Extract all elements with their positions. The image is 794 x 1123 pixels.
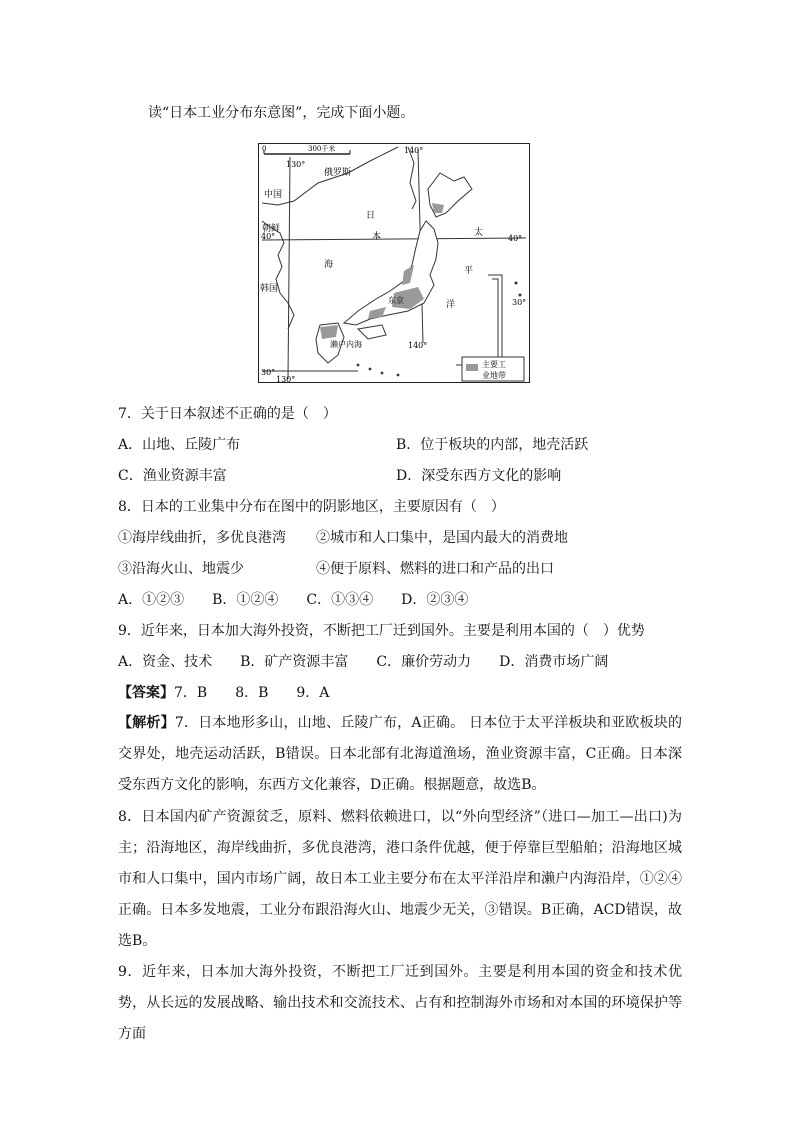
q7-option-a: A．山地、丘陵广布 (118, 437, 241, 453)
svg-text:30°: 30° (512, 298, 527, 307)
intro-text: 读“日本工业分布东意图”，完成下面小题。 (148, 105, 415, 121)
answer-text: 7．B 8．B 9．A (174, 685, 330, 701)
svg-text:40°: 40° (261, 232, 276, 241)
japan-industry-map (258, 143, 530, 383)
analysis-q9: 9．近年来，日本加大海外投资，不断把工厂迁到国外。主要是利用本国的资金和技术优势，从长远的发展战略、输出技术和交流技术、占有和控制海外市场和对本国的环境保护等方面 (118, 964, 682, 1042)
svg-text:中国: 中国 (264, 190, 283, 200)
svg-text:130°: 130° (286, 160, 306, 169)
q7-stem: 7．关于日本叙述不正确的是（ ） (118, 406, 337, 422)
analysis-tag: 【解析】 (118, 715, 175, 731)
svg-text:韩国: 韩国 (260, 284, 279, 294)
answer-tag: 【答案】 (118, 685, 174, 701)
svg-text:30°: 30° (261, 368, 276, 377)
q8-statement-2: ②城市和人口集中，是国内最大的消费地 (316, 530, 568, 546)
analysis-q7 (118, 708, 682, 801)
svg-text:洋: 洋 (446, 300, 456, 310)
analysis-q7-text: 7．日本地形多山，山地、丘陵广布，A正确。 日本位于太平洋板块和亚欧板块的交界处，地壳运动活跃，B错误。日本北部有北海道渔场，渔业资源丰富，C正确。日本深受东西方文化的影响，东西方文化兼容，D正确。根据题意，故选B。 (118, 715, 683, 793)
svg-text:140°: 140° (408, 341, 428, 350)
svg-text:300千米: 300千米 (308, 145, 336, 153)
svg-text:太: 太 (474, 228, 484, 238)
svg-text:本: 本 (372, 232, 382, 242)
q7-option-c: C．渔业资源丰富 (118, 468, 227, 484)
svg-text:0: 0 (262, 145, 267, 153)
q8-statement-3: ③沿海火山、地震少 (118, 561, 244, 577)
q8-options: A．①②③ B．①②④ C．①③④ D．②③④ (118, 592, 469, 608)
svg-text:主要工: 主要工 (482, 360, 506, 369)
analysis-q8: 8．日本国内矿产资源贫乏，原料、燃料依赖进口，以“外向型经济”（进口—加工—出口)为主；沿海地区，海岸线曲折，多优良港湾，港口条件优越，便于停靠巨型船舶；沿海地区城市和人口集中，国内市场广阔，故日本工业主要分布在太平洋沿岸和濑户内海沿岸，①②④正确。日本多发地震，工业分布跟沿海火山、地震少无关，③错误。B正确，ACD错误，故选B。 (118, 809, 682, 949)
q9-stem: 9．近年来，日本加大海外投资，不断把工厂迁到国外。主要是利用本国的（ ）优势 (118, 623, 645, 639)
svg-text:濑户内海: 濑户内海 (330, 340, 362, 349)
q8-stem: 8．日本的工业集中分布在图中的阴影地区，主要原因有（ ） (118, 499, 505, 515)
map-legend (462, 357, 524, 381)
svg-text:40°: 40° (508, 234, 523, 243)
q8-statement-1: ①海岸线曲折，多优良港湾 (118, 530, 286, 546)
svg-text:海: 海 (324, 260, 334, 270)
svg-text:130°: 130° (276, 375, 296, 383)
svg-text:140°: 140° (404, 146, 424, 155)
svg-text:日: 日 (366, 211, 376, 221)
answer-line (118, 683, 329, 703)
svg-text:业地带: 业地带 (482, 371, 506, 380)
q7-option-b: B．位于板块的内部，地壳活跃 (396, 437, 589, 453)
svg-text:东京: 东京 (388, 296, 404, 305)
q9-options: A．资金、技术 B．矿产资源丰富 C．廉价劳动力 D．消费市场广阔 (118, 654, 609, 670)
q8-statement-4: ④便于原料、燃料的进口和产品的出口 (316, 561, 554, 577)
svg-text:朝鲜: 朝鲜 (262, 224, 281, 234)
svg-text:平: 平 (464, 266, 474, 276)
q7-option-d: D．深受东西方文化的影响 (396, 468, 562, 484)
svg-text:俄罗斯: 俄罗斯 (324, 168, 352, 178)
